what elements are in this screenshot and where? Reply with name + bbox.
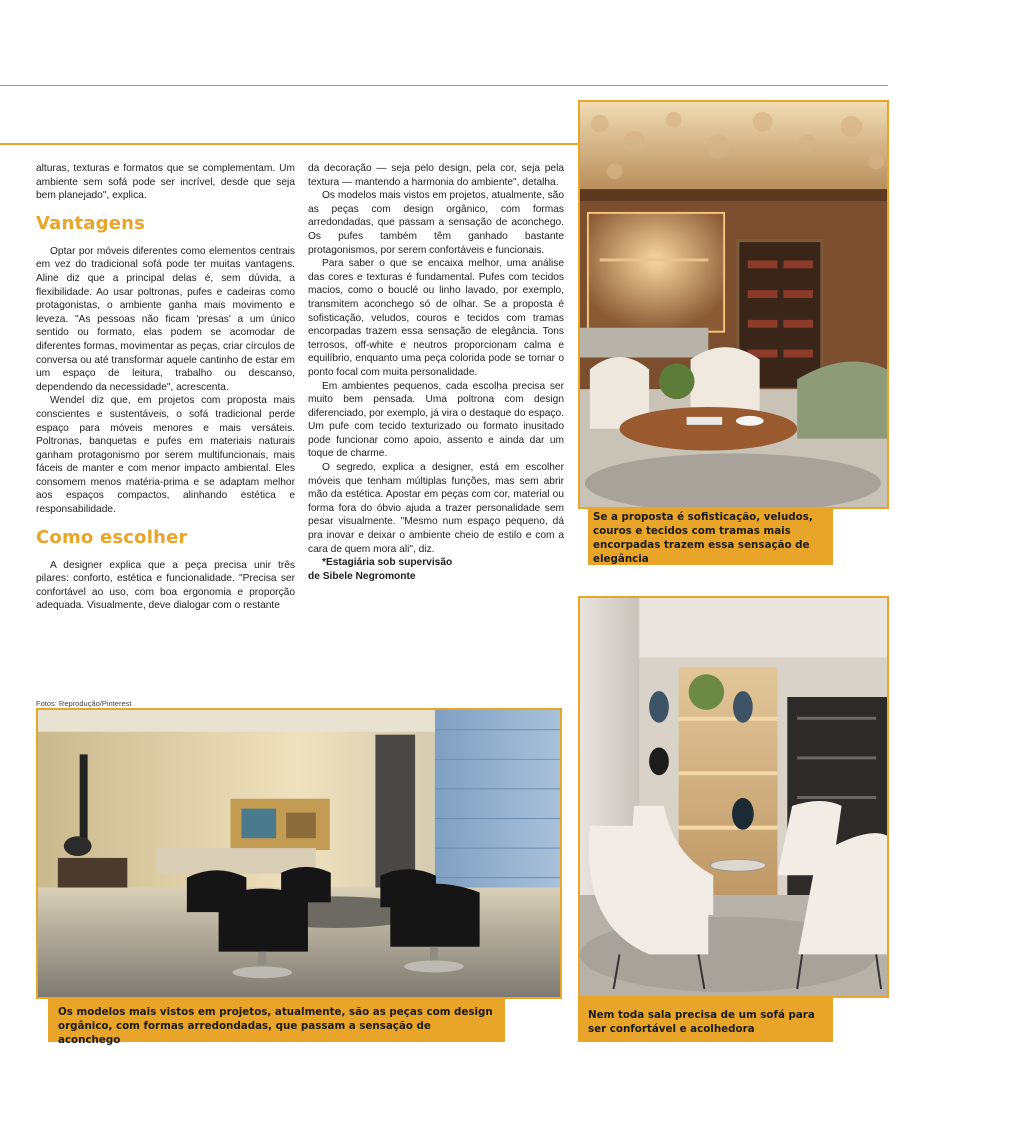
photo-lounge-bar-image [580, 102, 887, 507]
photo-credit: Fotos: Reprodução/Pinterest [36, 699, 132, 708]
photo-lounge-bar [578, 100, 889, 509]
photo-living-room-image [38, 710, 560, 997]
caption-top-right: Se a proposta é sofisticação, veludos, couros e tecidos com tramas mais encorpadas trazem essa sensação de elegância [588, 509, 833, 565]
top-rule [0, 85, 888, 86]
photo-living-room [36, 708, 562, 999]
author-credit [308, 556, 564, 584]
vantagens-paragraph-2: Wendel diz que, em projetos com proposta mais conscientes e sustentáveis, o sofá tradicional perde espaço para móveis menores e mais versáteis. Poltronas, banquetas e pufes em materiais naturais ganham protagonismo por serem multifuncionais, mais fáceis de manter e com menor impacto ambiental. Eles consomem menos matéria-prima e se adaptam melhor aos espaços compactos, alinhando estética e responsabilidade. [36, 395, 295, 516]
como-paragraph-1: A designer explica que a peça precisa unir três pilares: conforto, estética e funcionalidade. "Precisa ser confortável ao uso, com boa ergonomia e proporção adequada. Visualmente, deve dialogar com o restante [36, 559, 295, 612]
col2-paragraph-4: Em ambientes pequenos, cada escolha precisa ser muito bem pensada. Uma poltrona com design diferenciado, por exemplo, já vira o destaque do espaço. Um pufe com tecido texturizado ou formato inusitado pode funcionar como apoio, assento e ainda dar um toque de charme. [308, 380, 564, 460]
caption-bottom-left: Os modelos mais vistos em projetos, atualmente, são as peças com design orgânico, com formas arredondadas, que passam a sensação de aconchego [48, 999, 505, 1042]
vantagens-paragraph-1: Optar por móveis diferentes como elementos centrais em vez do tradicional sofá pode ter muitas vantagens. Aline diz que a principal delas é, sem dúvida, a flexibilidade. Ao usar poltronas, pufes e cadeiras como protagonistas, o ambiente ganha mais movimento e leveza. "As pessoas não ficam 'presas' a um único sentido ou formato, elas podem se acomodar de diferentes formas, movimentar as peças, criar círculos de conversa ou até transformar aquele cantinho de estar em um espaço de leitura, trabalho ou descanso, dependendo da necessidade", acrescenta. [36, 245, 295, 393]
section-rule [0, 143, 578, 145]
credit-line-1: *Estagiária sob supervisão [322, 557, 453, 569]
col2-paragraph-3: Para saber o que se encaixa melhor, uma análise das cores e texturas é fundamental. Pufes com tecidos macios, como o bouclé ou linho lavado, por exemplo, transmitem aconchego só de olhar. Se a proposta é sofisticação, veludos, couros e tecidos com tramas encorpadas trazem essa sensação de elegância. Tons terrosos, off-white e neutros proporcionam calma e equilíbrio, enquanto uma peça colorida pode se tornar o ponto focal com muita personalidade. [308, 258, 564, 378]
col1-intro-paragraph: alturas, texturas e formatos que se complementam. Um ambiente sem sofá pode ser incrível, desde que seja bem planejado", explica. [36, 163, 295, 202]
col2-paragraph-2: Os modelos mais vistos em projetos, atualmente, são as peças com design orgânico, com formas arredondadas, que passam a sensação de aconchego. Os pufes também têm ganhado bastante protagonismos, por serem confortáveis e funcionais. [308, 190, 564, 256]
caption-bottom-right: Nem toda sala precisa de um sofá para ser confortável e acolhedora [578, 998, 833, 1042]
photo-white-armchairs [578, 596, 889, 998]
col2-paragraph-1: da decoração — seja pelo design, pela cor, seja pela textura — mantendo a harmonia do ambiente", detalha. [308, 163, 564, 188]
article-column-1 [36, 162, 295, 613]
heading-vantagens: Vantagens [36, 212, 146, 234]
heading-como-escolher: Como escolher [36, 526, 188, 548]
col2-paragraph-5: O segredo, explica a designer, está em escolher móveis que tenham múltiplas funções, mas sem abrir mão da estética. Apostar em peças com cor, material ou forma fora do óbvio ajuda a trazer personalidade sem pesar visualmente. "Mesmo num espaço pequeno, dá pra inovar e deixar o ambiente cheio de estilo e com a cara de quem mora ali", diz. [308, 462, 564, 555]
article-column-2 [308, 162, 564, 584]
photo-white-armchairs-image [580, 598, 887, 996]
credit-line-2: de Sibele Negromonte [308, 571, 416, 583]
